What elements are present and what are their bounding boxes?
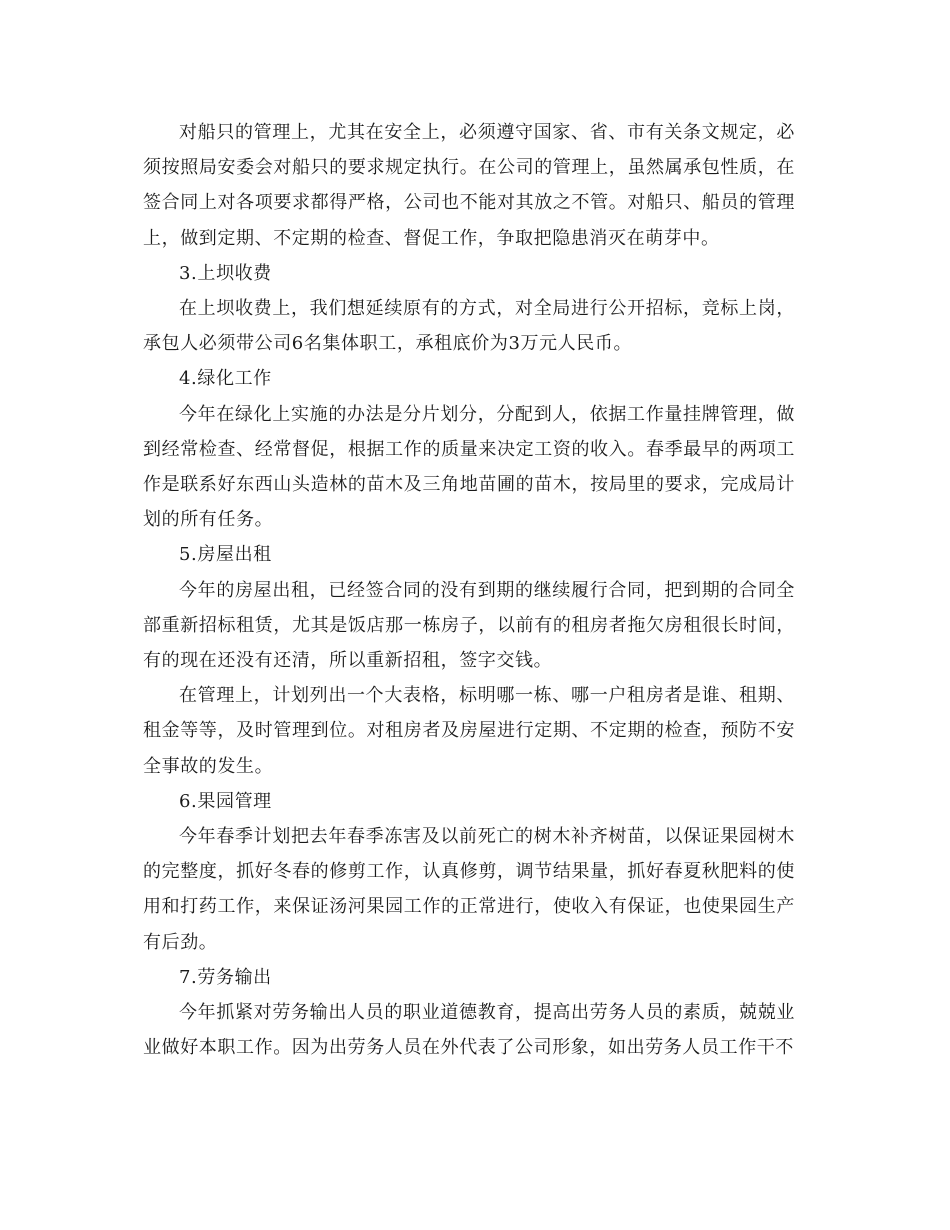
paragraph-labor-export: 今年抓紧对劳务输出人员的职业道德教育，提高出劳务人员的素质，兢兢业业做好本职工作。因为出劳务人员在外代表了公司形象，如出劳务人员工作干不 — [143, 1002, 795, 1059]
paragraph-house-rental: 今年的房屋出租，已经签合同的没有到期的继续履行合同，把到期的合同全部重新招标租赁，尤其是饭店那一栋房子，以前有的租房者拖欠房租很长时间，有的现在还没有还清，所以重新招租，签字交钱。 — [143, 579, 795, 672]
section-heading-house-rental: 5.房屋出租 — [179, 544, 272, 566]
section-heading-greening: 4.绿化工作 — [179, 368, 272, 390]
paragraph-orchard: 今年春季计划把去年春季冻害及以前死亡的树木补齐树苗，以保证果园树木的完整度，抓好冬春的修剪工作，认真修剪，调节结果量，抓好春夏秋肥料的使用和打药工作，来保证汤河果园工作的正常进行，使收入有保证，也使果园生产有后劲。 — [143, 826, 795, 953]
paragraph-rental-management: 在管理上，计划列出一个大表格，标明哪一栋、哪一户租房者是谁、租期、租金等等，及时管理到位。对租房者及房屋进行定期、不定期的检查，预防不安全事故的发生。 — [143, 685, 795, 777]
paragraph-dam-fee: 在上坝收费上，我们想延续原有的方式，对全局进行公开招标，竞标上岗，承包人必须带公司6名集体职工，承租底价为3万元人民币。 — [143, 298, 795, 355]
document-body — [143, 115, 795, 1065]
paragraph-ship-management: 对船只的管理上，尤其在安全上，必须遵守国家、省、市有关条文规定，必须按照局安委会对船只的要求规定执行。在公司的管理上，虽然属承包性质，在签合同上对各项要求都得严格，公司也不能对其放之不管。对船只、船员的管理上，做到定期、不定期的检查、督促工作，争取把隐患消灭在萌芽中。 — [143, 122, 795, 249]
section-heading-dam-fee: 3.上坝收费 — [179, 262, 272, 284]
section-heading-labor-export: 7.劳务输出 — [179, 966, 272, 988]
paragraph-greening: 今年在绿化上实施的办法是分片划分，分配到人，依据工作量挂牌管理，做到经常检查、经常督促，根据工作的质量来决定工资的收入。春季最早的两项工作是联系好东西山头造林的苗木及三角地苗圃的苗木，按局里的要求，完成局计划的所有任务。 — [143, 403, 795, 531]
section-heading-orchard: 6.果园管理 — [179, 790, 272, 812]
